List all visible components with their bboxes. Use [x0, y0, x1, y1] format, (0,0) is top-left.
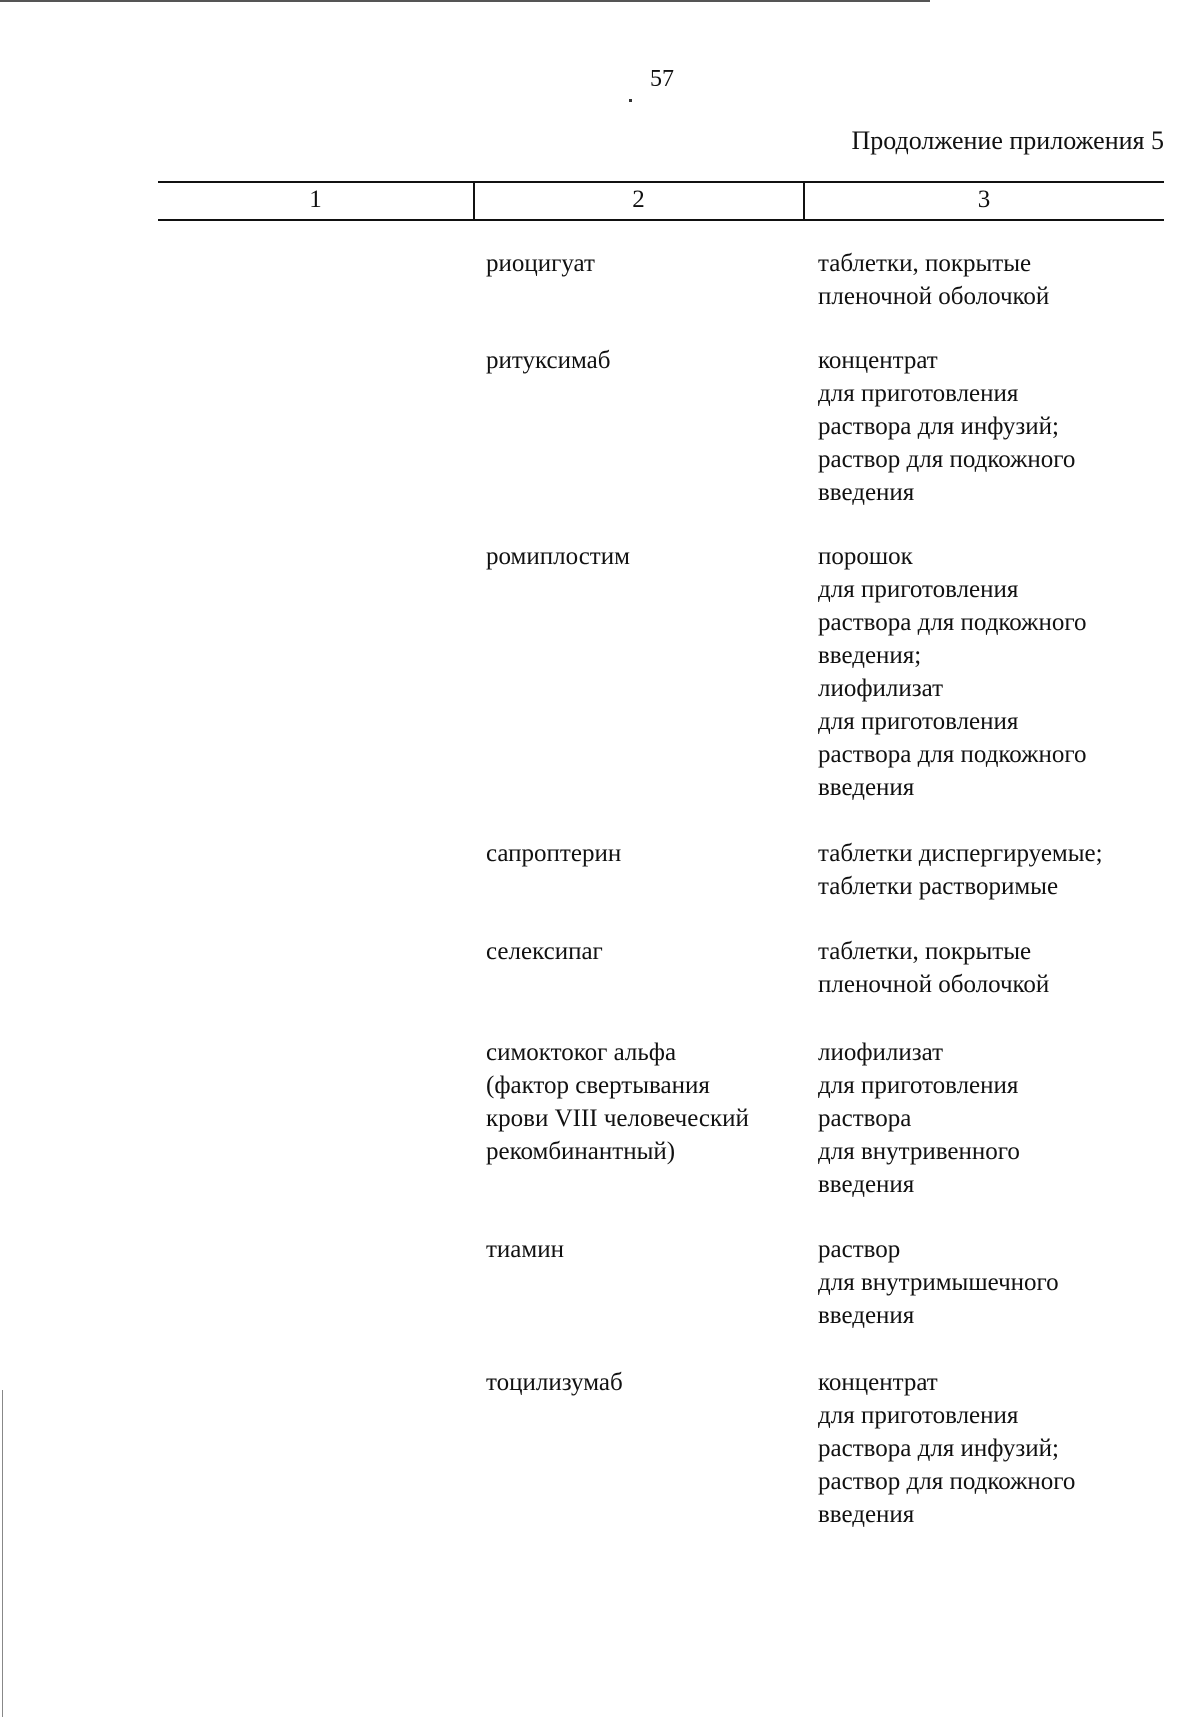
dosage-form: раствор для внутримышечного введения — [818, 1236, 1059, 1329]
column-number-3: 3 — [977, 186, 991, 213]
table-rule-bottom — [158, 219, 1164, 221]
dosage-form: концентрат для приготовления раствора для инфузий; раствор для подкожного введения — [818, 1369, 1076, 1528]
dosage-form: лиофилизат для приготовления раствора для внутривенного введения — [818, 1039, 1020, 1198]
drug-name: ритуксимаб — [486, 347, 611, 374]
scan-edge-top — [0, 0, 930, 2]
page-number: 57 — [650, 66, 674, 92]
dosage-form: таблетки, покрытые пленочной оболочкой — [818, 250, 1050, 310]
dosage-form: таблетки, покрытые пленочной оболочкой — [818, 938, 1050, 998]
scan-speck — [629, 99, 632, 102]
drug-name: симоктоког альфа (фактор свертывания крови VIII человеческий рекомбинантный) — [486, 1039, 749, 1165]
drug-name: тоцилизумаб — [486, 1369, 623, 1396]
continuation-label: Продолжение приложения 5 — [851, 126, 1164, 155]
column-number-2: 2 — [632, 186, 645, 213]
dosage-form: концентрат для приготовления раствора для инфузий; раствор для подкожного введения — [818, 347, 1076, 506]
drug-name: сапроптерин — [486, 840, 622, 867]
dosage-form: порошок для приготовления раствора для подкожного введения; лиофилизат для приготовления раствора для подкожного введения — [818, 543, 1087, 801]
table-rule-top — [158, 181, 1164, 183]
scan-edge-left — [2, 1390, 3, 1717]
column-number-1: 1 — [309, 186, 322, 213]
drug-name: селексипаг — [486, 938, 603, 965]
drug-name: ромиплостим — [486, 543, 630, 570]
drug-name: тиамин — [486, 1236, 564, 1263]
drug-name: риоцигуат — [486, 250, 595, 277]
dosage-form: таблетки диспергируемые; таблетки растворимые — [818, 840, 1103, 900]
